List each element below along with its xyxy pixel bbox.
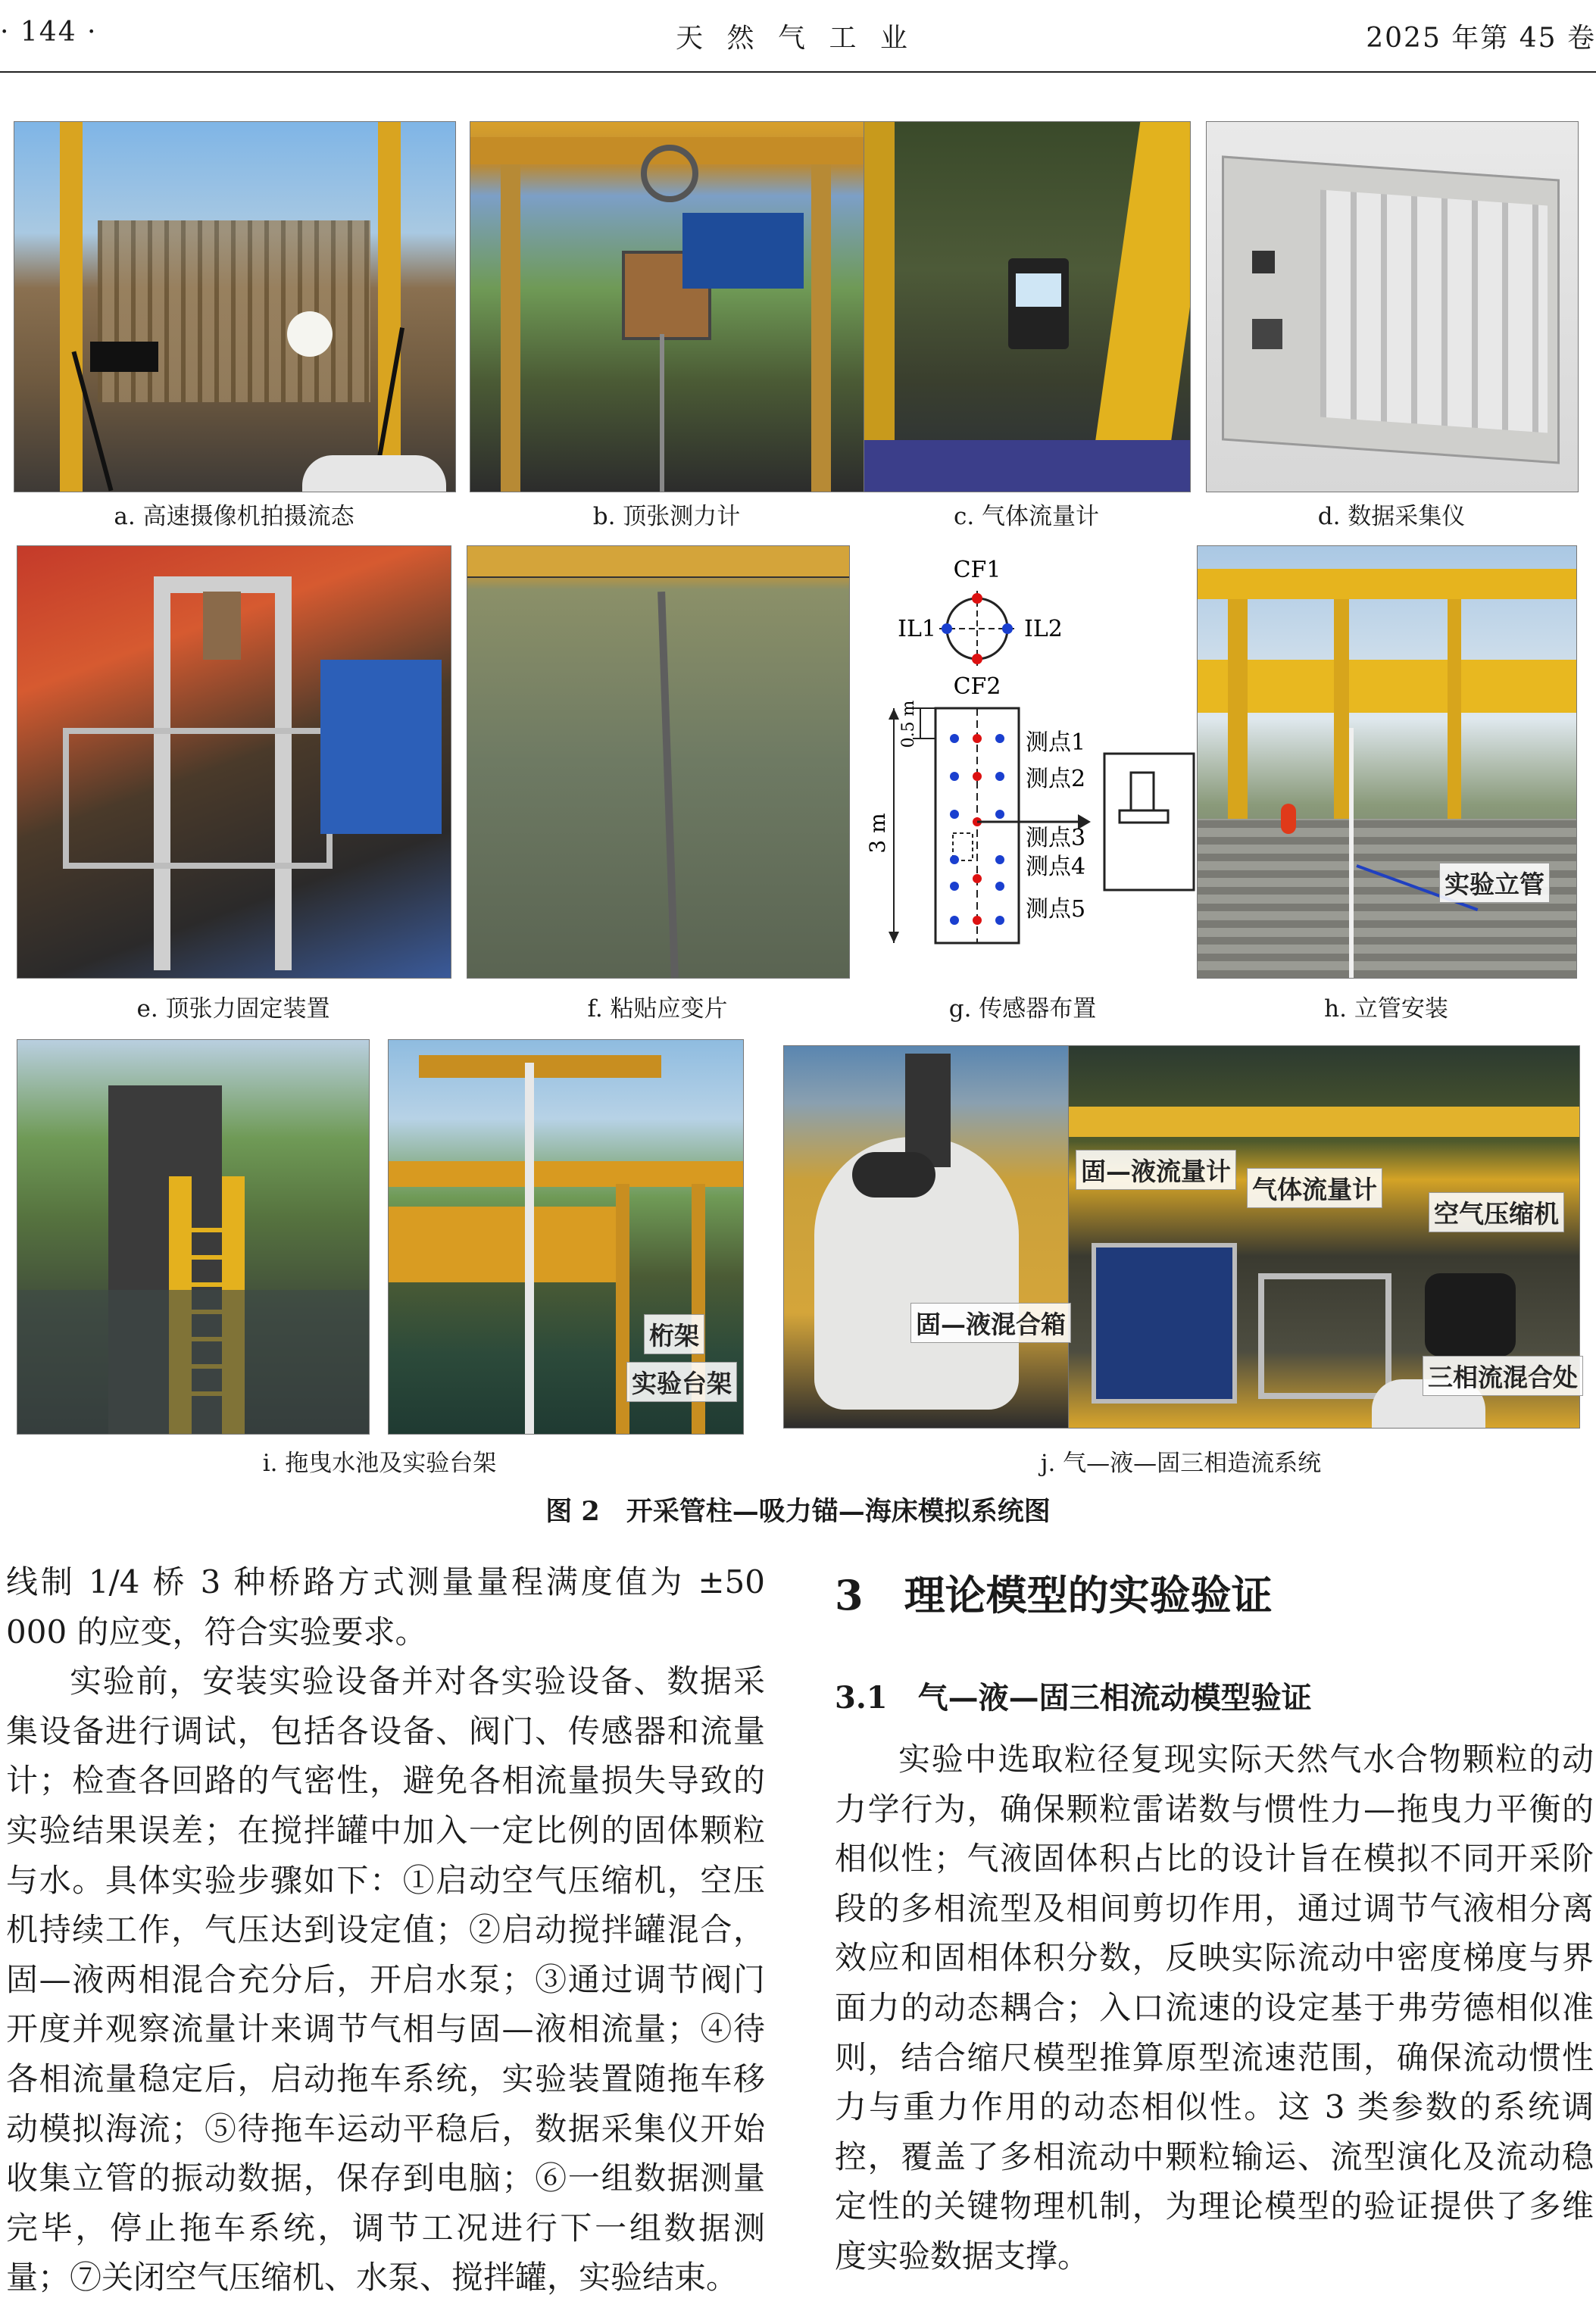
label-solid-liquid-flowmeter: 固—液流量计 [1076,1150,1236,1190]
label-il2: IL2 [1024,616,1063,642]
header-rule [0,71,1596,73]
label-length-total: 3 m [865,813,890,854]
label-truss: 桁架 [644,1314,704,1354]
photo-i-tow-tank-left [17,1039,370,1435]
sensor-dot-il1 [942,623,952,634]
journal-name: 天 然 气 工 业 [676,23,915,54]
label-il1: IL1 [898,616,936,642]
label-point-3: 测点3 [1026,825,1086,851]
photo-f-strain-gauge [467,545,850,979]
sensor-layout-diagram [864,545,1212,970]
page-number: · 144 · [0,17,98,48]
caption-h: h. 立管安装 [1324,995,1448,1023]
label-cf1: CF1 [953,557,1001,583]
sensor-dot-cf2 [972,654,982,664]
caption-b: b. 顶张测力计 [592,503,741,530]
photo-h-riser-install [1197,545,1577,979]
label-point-4: 测点4 [1026,854,1086,880]
caption-e: e. 顶张力固定装置 [136,995,330,1023]
label-solid-liquid-mixer: 固—液混合箱 [910,1303,1071,1343]
label-point-1: 测点1 [1026,729,1086,756]
caption-j: j. 气—液—固三相造流系统 [1040,1450,1322,1477]
paragraph: 线制 1/4 桥 3 种桥路方式测量量程满度值为 ±50 000 的应变，符合实验要求。 [6,1563,765,1650]
label-three-phase-mixing: 三相流混合处 [1423,1356,1583,1396]
sensor-column-right [995,734,1004,925]
photo-e-tension-fixture [17,545,451,979]
caption-g: g. 传感器布置 [948,995,1097,1023]
issue-label: 2025 年第 45 卷 [1366,23,1596,54]
photo-b-tension-gauge [470,121,865,492]
right-column: 实验中选取粒径复现实际天然气水合物颗粒的动力学行为，确保颗粒雷诺数与惯性力—拖曳力平衡的相似性；气液固体积占比的设计旨在模拟不同开采阶段的多相流型及相间剪切作用，通过调节气液相分离效应和固相体积分数，反映实际流动中密度梯度与界面力的动态耦合；入口流速的设定基于弗劳德相似准则，结合缩尺模型推算原型流速范围，确保流动惯性力与重力作用的动态相似性。这 3 类参数的系统调控，覆盖了多相流动中颗粒输运、流型演化及流动稳定性的关键物理机制，为理论模型的验证提供了多维度实验数据支撑。 [835,1741,1594,2275]
label-test-riser: 实验立管 [1439,863,1550,903]
left-column [6,1557,765,2303]
label-point-2: 测点2 [1026,766,1086,792]
photo-c-gas-flowmeter [864,121,1191,492]
caption-a: a. 高速摄像机拍摄流态 [114,503,354,530]
caption-c: c. 气体流量计 [953,503,1100,530]
label-point-5: 测点5 [1026,896,1086,923]
figure-title: 图 2 开采管柱—吸力锚—海床模拟系统图 [545,1496,1051,1527]
caption-f: f. 粘贴应变片 [587,995,728,1023]
section-heading: 3 理论模型的实验验证 [835,1571,1273,1619]
label-length-top: 0.5 m [899,700,918,748]
subsection-heading: 3.1 气—液—固三相流动模型验证 [835,1680,1312,1716]
label-test-rig: 实验台架 [626,1362,737,1402]
label-air-compressor: 空气压缩机 [1429,1192,1564,1232]
sensor-dot-cf1 [972,593,982,604]
caption-d: d. 数据采集仪 [1317,503,1466,530]
label-gas-flowmeter: 气体流量计 [1247,1168,1382,1208]
photo-j-three-phase-left [783,1045,1070,1429]
photo-a-high-speed-camera [14,121,456,492]
photo-d-data-acquisition [1206,121,1579,492]
label-cf2: CF2 [953,673,1001,700]
paragraph: 实验前，安装实验设备并对各实验设备、数据采集设备进行调试，包括各设备、阀门、传感器和流量计；检查各回路的气密性，避免各相流量损失导致的实验结果误差；在搅拌罐中加入一定比例的固体颗粒与水。具体实验步骤如下：①启动空气压缩机，空压机持续工作，气压达到设定值；②启动搅拌罐混合，固—液两相混合充分后，开启水泵；③通过调节阀门开度并观察流量计来调节气相与固—液相流量；④待各相流量稳定后，启动拖车系统，实验装置随拖车移动模拟海流；⑤待拖车运动平稳后，数据采集仪开始收集立管的振动数据，保存到电脑；⑥一组数据测量完毕，停止拖车系统，调节工况进行下一组数据测量；⑦关闭空气压缩机、水泵、搅拌罐，实验结束。 [6,1663,765,2297]
sensor-column-left [950,734,959,925]
sensor-dot-il2 [1002,623,1013,634]
caption-i: i. 拖曳水池及实验台架 [262,1450,497,1477]
